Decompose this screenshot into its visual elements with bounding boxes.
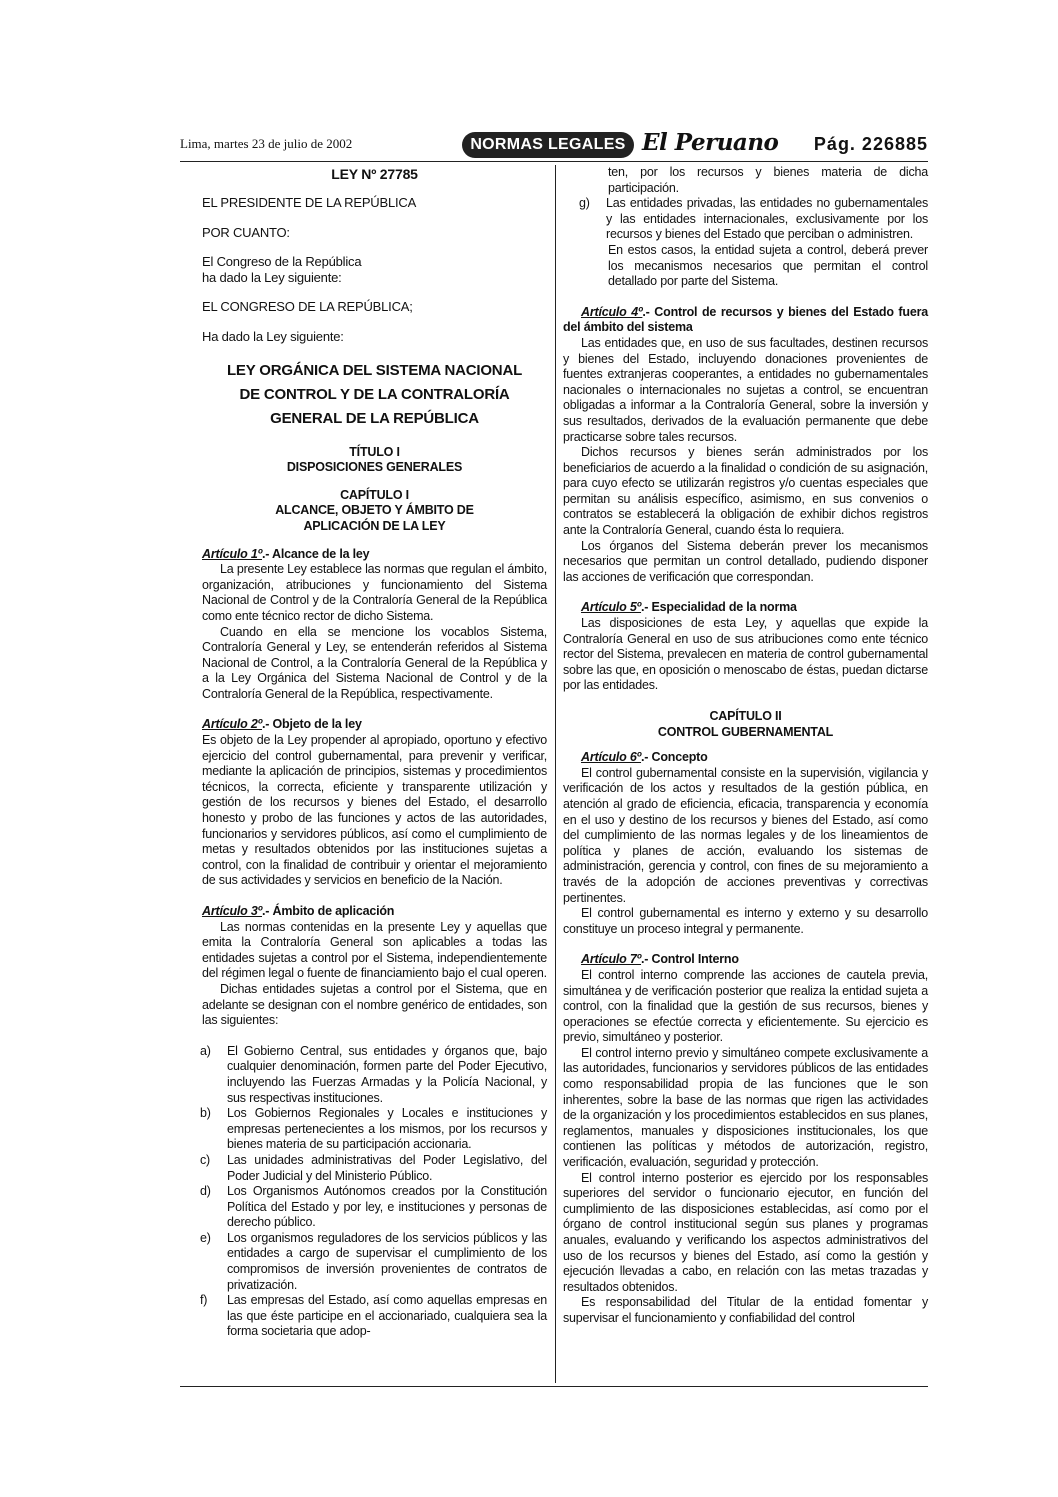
article-3-paragraph: Dichas entidades sujetas a control por el Sistema, que en adelante se designan con el nombre genérico de entidades, son las siguientes: — [202, 981, 547, 1028]
law-name-line-1: LEY ORGÁNICA DEL SISTEMA NACIONAL — [226, 361, 523, 379]
list-item: g) Las entidades privadas, las entidades no gubernamentales y las entidades internacionales, exclusivamente por los recursos y bienes del Estado que perciban o administren. — [579, 196, 928, 242]
article-1-paragraph: Cuando en ella se mencione los vocablos Sistema, Contraloría General y Ley, se entenderán referidos al Sistema Nacional de Control, a la Contraloría General de la República y a la Ley Orgánica del Sistema Nacional de Control y de la Contraloría General de la República, respectivamente. — [202, 624, 547, 701]
capitulo-2-heading: CAPÍTULO II — [709, 709, 782, 723]
header-rule — [180, 161, 928, 162]
ha-dado: Ha dado la Ley siguiente: — [202, 328, 344, 344]
header-date: Lima, martes 23 de julio de 2002 — [180, 136, 353, 151]
capitulo-subheading-1: ALCANCE, OBJETO Y ÁMBITO DE — [275, 503, 474, 518]
article-7-paragraph: El control interno previo y simultáneo compete exclusivamente a las autoridades, funcionarios y servidores públicos de las entidades como responsabilidad propia de las funciones que le son inherentes, sobre la base de las normas que rigen las actividades de la organización y los procedimientos establecidos en sus planes, reglamentos, manuales y disposiciones institucionales, los que contienen las políticas y métodos de autorización, registro, verificación, evaluación, seguridad y protección. — [563, 1045, 928, 1170]
list-item: f) Las empresas del Estado, así como aquellas empresas en las que éste participe en el accionariado, cualquiera sea la forma societaria que adop- — [200, 1293, 547, 1339]
article-6-paragraph: El control gubernamental consiste en la supervisión, vigilancia y verificación de los actos y resultados de la gestión pública, en atención al grado de eficiencia, eficacia, transparencia y economía en el uso y destino de los recursos y bienes del Estado, así como del cumplimiento de las normas legales y de los lineamientos de política y planes de acción, evaluando los sistemas de administración, gerencia y control, con fines de su mejoramiento a través de la adopción de acciones preventivas y correctivas pertinentes. — [563, 765, 928, 905]
article-6-paragraph: El control gubernamental es interno y externo y su desarrollo constituye un proceso integral y permanente. — [563, 906, 928, 936]
capitulo-subheading-2: APLICACIÓN DE LA LEY — [303, 518, 446, 533]
right-column — [563, 165, 928, 1327]
congreso-caps: EL CONGRESO DE LA REPÚBLICA; — [202, 299, 413, 315]
titulo-heading: TÍTULO I — [349, 444, 400, 459]
article-4-paragraph: Los órganos del Sistema deberán prever los mecanismos necesarios que permitan un control detallado, pudiendo disponer las acciones de verificación que correspondan. — [563, 538, 928, 584]
page-number: Pág. 226885 — [813, 134, 928, 154]
list-item: b) Los Gobiernos Regionales y Locales e instituciones y empresas pertenecientes a los mismos, por los recursos y bienes materia de su participación accionaria. — [200, 1106, 547, 1152]
column-separator — [555, 165, 556, 1383]
list-item-g-continued: En estos casos, la entidad sujeta a control, deberá prever los mecanismos necesarios que permitan el control detallado por parte del Sistema. — [608, 242, 928, 289]
list-item: c) Las unidades administrativas del Poder Legislativo, del Poder Judicial y del Ministerio Público. — [200, 1152, 547, 1183]
article-5-paragraph: Las disposiciones de esta Ley, y aquellas que expide la Contraloría General en uso de sus atribuciones como ente técnico rector del Sistema, prevalecen en materia de control gubernamental sobre las que, en oposición o menoscabo de éstas, puedan dictarse por las entidades. — [563, 616, 928, 693]
article-7-heading: Artículo 7º.- Control Interno — [581, 952, 739, 967]
presidente-line: EL PRESIDENTE DE LA REPÚBLICA — [202, 195, 417, 210]
article-2-paragraph: Es objeto de la Ley propender al apropiado, oportuno y efectivo ejercicio del control gubernamental, para prevenir y verificar, mediante la aplicación de principios, sistemas y procedimientos técnicos, la correcta, eficiente y transparente utilización y gestión de los recursos y bienes del Estado, el desarrollo honesto y probo de las funciones y actos de las autoridades, funcionarios y servidores públicos, así como el cumplimiento de metas y resultados obtenidos por las instituciones sujetas a control, con la finalidad de contribuir y orientar el mejoramiento de sus actividades y servicios en beneficio de la Nación. — [202, 733, 547, 888]
newspaper-logo: El Peruano — [642, 129, 779, 156]
list-item: e) Los organismos reguladores de los servicios públicos y las entidades a cargo de supervisar el cumplimiento de los compromisos de inversión provenientes de contratos de privatización. — [200, 1230, 547, 1292]
article-4-paragraph: Las entidades que, en uso de sus facultades, destinen recursos y bienes del Estado, incluyendo donaciones provenientes de fuentes extranjeras cooperantes, a entidades no gubernamentales nacionales o internacionales no sujetas a control, se encuentran obligadas a informar a la Contraloría General, sobre la inversión y sus resultados, derivados de la evaluación permanente que debe practicarse sobre tales recursos. — [563, 335, 928, 444]
article-3-heading: Artículo 3º.- Ámbito de aplicación — [202, 904, 395, 918]
law-name-line-3: GENERAL DE LA REPÚBLICA — [270, 409, 479, 427]
list-item-f-continued: ten, por los recursos y bienes materia de dicha participación. — [608, 165, 928, 195]
por-cuanto: POR CUANTO: — [202, 224, 290, 240]
article-4-paragraph: Dichos recursos y bienes serán administrados por los beneficiarios de acuerdo a la finalidad o condición de su asignación, para cuyo efecto se utilizarán registros y/o cuentas especiales que permitan su análisis específico, asimismo, en sus convenios o contratos se establecerá la obligación de exhibir dichos registros ante la Contraloría General, cuando ésta lo requiera. — [563, 445, 928, 538]
article-5-heading: Artículo 5º.- Especialidad de la norma — [581, 600, 797, 615]
list-item: d) Los Organismos Autónomos creados por la Constitución Política del Estado y por ley, e instituciones y personas de derecho público. — [200, 1184, 547, 1230]
congreso-line-2: ha dado la Ley siguiente: — [202, 269, 342, 285]
article-4-heading: Artículo 4º.- Control de recursos y bienes del Estado fuera del ámbito del sistema — [563, 304, 928, 335]
left-column — [202, 165, 547, 1340]
titulo-subheading: DISPOSICIONES GENERALES — [286, 460, 463, 475]
congreso-line-1: El Congreso de la República — [202, 254, 362, 270]
footer-rule — [180, 1386, 928, 1387]
article-1-paragraph: La presente Ley establece las normas que regulan el ámbito, organización, atribuciones y funcionamiento del Sistema Nacional de Control y de la Contraloría General de la República como ente técnico rector de dicho Sistema. — [202, 562, 547, 623]
law-name-line-2: DE CONTROL Y DE LA CONTRALORÍA — [239, 385, 510, 403]
list-item: a) El Gobierno Central, sus entidades y órganos que, bajo cualquier denominación, formen parte del Poder Ejecutivo, incluyendo las Fuerzas Armadas y la Policía Nacional, y sus respectivas instituciones. — [200, 1043, 547, 1105]
article-7-paragraph: Es responsabilidad del Titular de la entidad fomentar y supervisar el funcionamiento y confiabilidad del control — [563, 1295, 928, 1325]
article-1-heading: Artículo 1º.- Alcance de la ley — [202, 546, 370, 561]
law-number: LEY Nº 27785 — [331, 166, 418, 182]
article-7-paragraph: El control interno posterior es ejercido por los responsables superiores del servidor o funcionario ejecutor, en función del cumplimiento de las disposiciones establecidas, así como por el órgano de control institucional según sus planes y programas anuales, evaluando y verificando los aspectos administrativos del uso de los recursos y bienes del Estado, así como la gestión y ejecución llevadas a cabo, en relación con las metas trazadas y resultados obtenidos. — [563, 1170, 928, 1294]
article-6-heading: Artículo 6º.- Concepto — [581, 750, 708, 765]
article-2-heading: Artículo 2º.- Objeto de la ley — [202, 717, 362, 732]
article-7-paragraph: El control interno comprende las acciones de cautela previa, simultánea y de verificación posterior que realiza la entidad sujeta a control, con la finalidad que la gestión de sus recursos, bienes y operaciones se efectúe correcta y eficientemente. Su ejercicio es previo, simultáneo y posterior. — [563, 967, 928, 1045]
article-3-paragraph: Las normas contenidas en la presente Ley y aquellas que emita la Contraloría General son aplicables a todas las entidades sujetas a control por el Sistema, independientemente del régimen legal o fuente de financiamiento bajo el cual operen. — [202, 919, 547, 981]
capitulo-heading: CAPÍTULO I — [340, 487, 409, 502]
section-badge: NORMAS LEGALES — [462, 132, 634, 158]
capitulo-2-subheading: CONTROL GUBERNAMENTAL — [657, 724, 834, 739]
page-header — [180, 130, 928, 160]
